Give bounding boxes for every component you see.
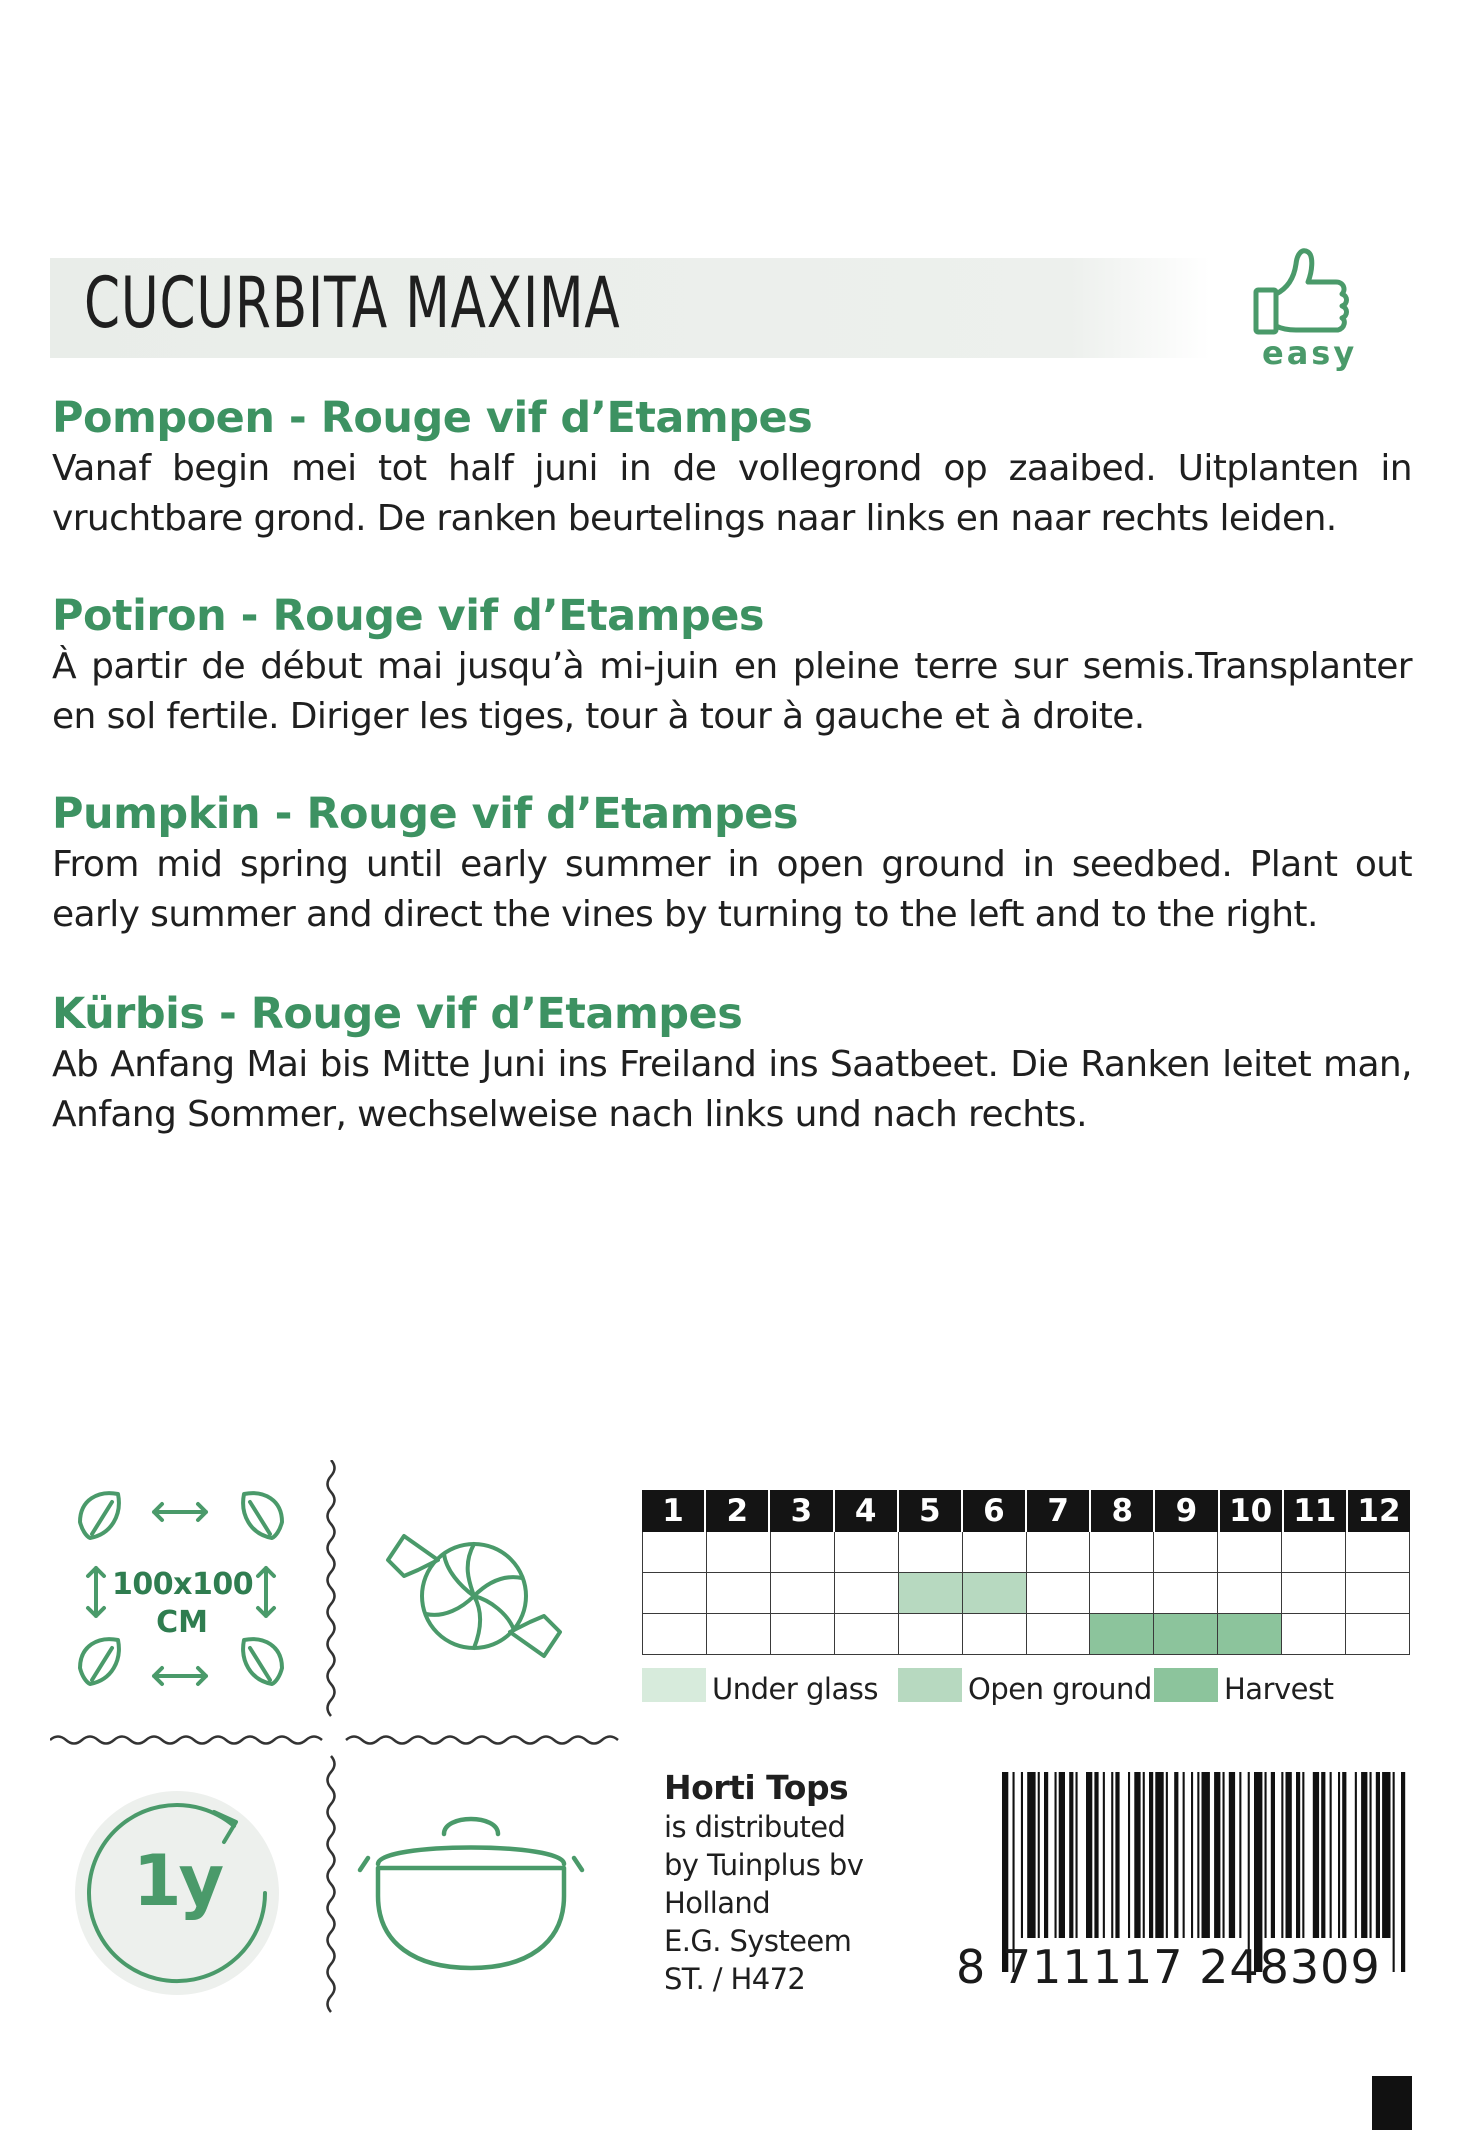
barcode-bar xyxy=(1223,1772,1225,1938)
calendar-cell xyxy=(899,1614,963,1655)
barcode-digits: 8 711117 248309 xyxy=(956,1940,1381,1994)
calendar-row-glass xyxy=(642,1532,1410,1573)
legend-label: Harvest xyxy=(1224,1672,1334,1706)
legend-label: Under glass xyxy=(712,1672,878,1706)
calendar-cell xyxy=(771,1532,835,1573)
calendar-cell xyxy=(899,1573,963,1614)
distributor-info xyxy=(664,1768,964,1998)
barcode-bar xyxy=(1338,1772,1340,1938)
month-label: 9 xyxy=(1155,1490,1219,1532)
barcode-bar xyxy=(1134,1772,1140,1938)
calendar-cell xyxy=(963,1614,1027,1655)
section-body: Vanaf begin mei tot half juni in de vollegrond op zaaibed. Uitplanten in vruchtbare grond. De ranken beurtelings naar links en naar rechts leiden. xyxy=(52,448,1412,539)
legend-swatch xyxy=(898,1668,962,1702)
barcode-bar xyxy=(1265,1772,1267,1938)
calendar-cell xyxy=(835,1532,899,1573)
calendar-cell xyxy=(1027,1614,1091,1655)
section-body: Ab Anfang Mai bis Mitte Juni ins Freiland ins Saatbeet. Die Ranken leitet man, Anfang Sommer, wechselweise nach links und nach rechts. xyxy=(52,1044,1412,1135)
calendar-cell xyxy=(1218,1614,1282,1655)
barcode-bar xyxy=(1342,1772,1346,1938)
barcode-bar xyxy=(1149,1772,1153,1938)
month-label: 6 xyxy=(963,1490,1027,1532)
section-title: Pompoen - Rouge vif d’Etampes xyxy=(52,393,813,443)
month-label: 4 xyxy=(835,1490,899,1532)
calendar-cell xyxy=(1346,1532,1410,1573)
barcode-bar xyxy=(1286,1772,1292,1938)
calendar-cell xyxy=(1090,1532,1154,1573)
spacing-unit: CM xyxy=(156,1605,208,1640)
legend-swatch xyxy=(1154,1668,1218,1702)
barcode-bar xyxy=(1281,1772,1283,1938)
calendar-cell xyxy=(642,1573,707,1614)
month-label: 8 xyxy=(1091,1490,1155,1532)
section-french xyxy=(52,590,1412,742)
easy-label: easy xyxy=(1262,334,1358,372)
distributor-line: Holland xyxy=(664,1886,771,1920)
barcode-bar xyxy=(1401,1772,1405,1972)
legend-item-under-glass xyxy=(642,1668,878,1710)
month-label: 11 xyxy=(1284,1490,1348,1532)
calendar-cell xyxy=(1282,1573,1346,1614)
calendar-cell xyxy=(1154,1614,1218,1655)
calendar-cell xyxy=(1090,1573,1154,1614)
barcode-bar xyxy=(1094,1772,1098,1938)
brand-name: Horti Tops xyxy=(664,1768,849,1807)
latin-name: CUCURBITA MAXIMA xyxy=(84,262,621,344)
lifecycle-label: 1y xyxy=(132,1840,222,1922)
calendar-cell xyxy=(899,1532,963,1573)
sowing-calendar xyxy=(642,1490,1410,1655)
barcode-bar xyxy=(1027,1772,1035,1938)
month-label: 2 xyxy=(706,1490,770,1532)
calendar-cell xyxy=(1027,1532,1091,1573)
barcode-bar xyxy=(1155,1772,1163,1938)
legend-item-open-ground xyxy=(898,1668,1152,1710)
calendar-cell xyxy=(1218,1532,1282,1573)
calendar-cell xyxy=(835,1614,899,1655)
barcode-bar xyxy=(1143,1772,1145,1938)
barcode-bar xyxy=(1076,1772,1078,1938)
calendar-cell xyxy=(642,1532,707,1573)
calendar-cell xyxy=(1282,1614,1346,1655)
calendar-cell xyxy=(1027,1573,1091,1614)
barcode-bar xyxy=(1183,1772,1185,1938)
section-title: Potiron - Rouge vif d’Etampes xyxy=(52,591,765,641)
calendar-cell xyxy=(835,1573,899,1614)
calendar-cell xyxy=(642,1614,707,1655)
barcode-bar xyxy=(1214,1772,1220,1938)
barcode-bar xyxy=(1376,1772,1380,1938)
barcode-bar xyxy=(1055,1772,1057,1938)
legend-label: Open ground xyxy=(968,1672,1152,1706)
calendar-cell xyxy=(771,1573,835,1614)
barcode-bar xyxy=(1361,1772,1367,1938)
barcode-bar xyxy=(1313,1772,1319,1938)
section-title: Pumpkin - Rouge vif d’Etampes xyxy=(52,789,798,839)
barcode-bar xyxy=(1330,1772,1332,1938)
month-label: 3 xyxy=(770,1490,834,1532)
calendar-cell xyxy=(1218,1573,1282,1614)
section-body: From mid spring until early summer in open ground in seedbed. Plant out early summer and direct the vines by turning to the left and to the right. xyxy=(52,844,1412,935)
candy-icon xyxy=(374,1496,574,1696)
barcode-bar xyxy=(1115,1772,1119,1938)
barcode-bar xyxy=(1059,1772,1065,1938)
calendar-cell xyxy=(707,1614,771,1655)
spacing-value: 100x100 xyxy=(112,1567,254,1602)
section-body: À partir de début mai jusqu’à mi-juin en pleine terre sur semis.Transplanter en sol fertile. Diriger les tiges, tour à tour à gauche et à droite. xyxy=(52,646,1412,737)
barcode-bar xyxy=(1044,1772,1048,1938)
barcode-bar xyxy=(1021,1772,1023,1938)
barcode-bar xyxy=(1370,1772,1372,1938)
calendar-legend xyxy=(642,1668,1422,1708)
calendar-cell xyxy=(707,1532,771,1573)
calendar-cell xyxy=(1282,1532,1346,1573)
barcode-bar xyxy=(1166,1772,1168,1938)
barcode-bar xyxy=(1197,1772,1199,1938)
month-label: 5 xyxy=(899,1490,963,1532)
barcode-bar xyxy=(1302,1772,1304,1938)
barcode-bar xyxy=(1202,1772,1210,1938)
calendar-cell xyxy=(707,1573,771,1614)
barcode-bar xyxy=(1382,1772,1390,1938)
section-english xyxy=(52,788,1412,940)
barcode-bar xyxy=(1355,1772,1357,1938)
barcode-bar xyxy=(1229,1772,1235,1938)
barcode-bar xyxy=(1174,1772,1178,1938)
section-german xyxy=(52,988,1412,1140)
calendar-row-open xyxy=(642,1573,1410,1614)
barcode-bar xyxy=(1393,1772,1395,1972)
calendar-grid xyxy=(642,1532,1410,1655)
barcode-bar xyxy=(1069,1772,1073,1938)
calendar-cell xyxy=(963,1573,1027,1614)
barcode-bar xyxy=(1128,1772,1130,1938)
section-title: Kürbis - Rouge vif d’Etampes xyxy=(52,989,743,1039)
barcode-bar xyxy=(1321,1772,1325,1938)
barcode-bar xyxy=(1271,1772,1275,1938)
barcode-bar xyxy=(1191,1772,1193,1938)
month-label: 12 xyxy=(1348,1490,1410,1532)
month-label: 1 xyxy=(642,1490,706,1532)
calendar-cell xyxy=(1154,1573,1218,1614)
distributor-line: is distributed xyxy=(664,1810,846,1844)
corner-mark xyxy=(1372,2076,1412,2130)
calendar-cell xyxy=(1154,1532,1218,1573)
calendar-cell xyxy=(1090,1614,1154,1655)
barcode-bar xyxy=(1086,1772,1092,1938)
distributor-line: E.G. Systeem xyxy=(664,1924,852,1958)
section-dutch xyxy=(52,392,1412,544)
month-label: 10 xyxy=(1220,1490,1284,1532)
legend-item-harvest xyxy=(1154,1668,1333,1710)
month-label: 7 xyxy=(1027,1490,1091,1532)
distributor-line: ST. / H472 xyxy=(664,1962,806,1996)
distributor-line: by Tuinplus bv xyxy=(664,1848,864,1882)
calendar-cell xyxy=(1346,1573,1410,1614)
calendar-cell xyxy=(963,1532,1027,1573)
barcode-bar xyxy=(1038,1772,1040,1938)
barcode-bar xyxy=(1296,1772,1300,1938)
wavy-divider-horizontal xyxy=(50,1730,620,1750)
calendar-row-harvest xyxy=(642,1614,1410,1655)
barcode-bar xyxy=(1239,1772,1241,1938)
calendar-cell xyxy=(1346,1614,1410,1655)
cooking-pot-icon xyxy=(356,1786,586,1976)
barcode-bar xyxy=(1111,1772,1113,1938)
calendar-header xyxy=(642,1490,1410,1532)
barcode-bar xyxy=(1103,1772,1105,1938)
calendar-cell xyxy=(771,1614,835,1655)
legend-swatch xyxy=(642,1668,706,1702)
